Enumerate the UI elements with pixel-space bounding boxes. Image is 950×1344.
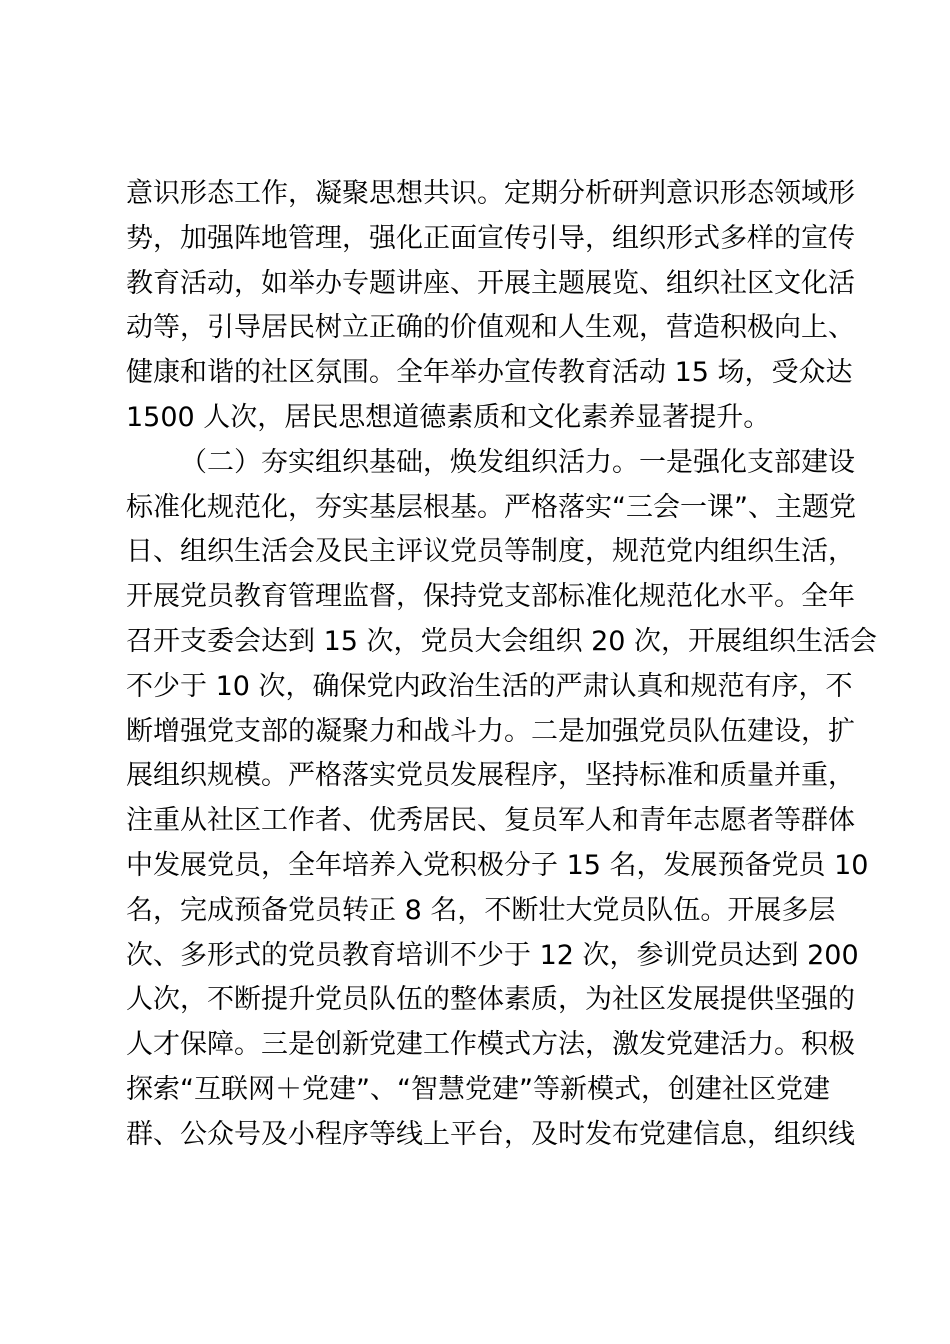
text-line: 人才保障。三是创新党建工作模式方法，激发党建活力。积极 [126, 1029, 855, 1061]
text-line: 注重从社区工作者、优秀居民、复员军人和青年志愿者等群体 [126, 805, 855, 837]
text-line: 展组织规模。严格落实党员发展程序，坚持标准和质量并重， [126, 760, 855, 792]
text-line: 中发展党员，全年培养入党积极分子 15 名，发展预备党员 10 [126, 849, 869, 881]
text-line: 断增强党支部的凝聚力和战斗力。二是加强党员队伍建设，扩 [126, 715, 855, 747]
body-text [126, 172, 878, 1158]
text-line: 开展党员教育管理监督，保持党支部标准化规范化水平。全年 [126, 581, 855, 613]
text-line: 召开支委会达到 15 次，党员大会组织 20 次，开展组织生活会 [126, 625, 878, 657]
text-line: 动等，引导居民树立正确的价值观和人生观，营造积极向上、 [126, 312, 855, 344]
text-line: 群、公众号及小程序等线上平台，及时发布党建信息，组织线 [126, 1118, 855, 1150]
text-line: 势，加强阵地管理，强化正面宣传引导，组织形式多样的宣传 [126, 222, 855, 254]
text-line: 标准化规范化，夯实基层根基。严格落实“三会一课”、主题党 [126, 491, 856, 523]
section-heading-line: （二）夯实组织基础，焕发组织活力。一是强化支部建设 [180, 446, 855, 478]
text-line: 名，完成预备党员转正 8 名，不断壮大党员队伍。开展多层 [126, 894, 836, 926]
text-line: 意识形态工作，凝聚思想共识。定期分析研判意识形态领域形 [126, 178, 855, 209]
text-line: 健康和谐的社区氛围。全年举办宣传教育活动 15 场，受众达 [126, 357, 853, 389]
text-line: 人次，不断提升党员队伍的整体素质，为社区发展提供坚强的 [126, 984, 855, 1016]
text-line: 次、多形式的党员教育培训不少于 12 次，参训党员达到 200 [126, 939, 859, 971]
text-line: 1500 人次，居民思想道德素质和文化素养显著提升。 [126, 401, 771, 433]
text-line: 日、组织生活会及民主评议党员等制度，规范党内组织生活， [126, 536, 855, 568]
text-line: 探索“互联网＋党建”、“智慧党建”等新模式，创建社区党建 [126, 1073, 830, 1105]
text-line: 不少于 10 次，确保党内政治生活的严肃认真和规范有序，不 [126, 670, 853, 702]
text-line: 教育活动，如举办专题讲座、开展主题展览、组织社区文化活 [126, 267, 855, 299]
